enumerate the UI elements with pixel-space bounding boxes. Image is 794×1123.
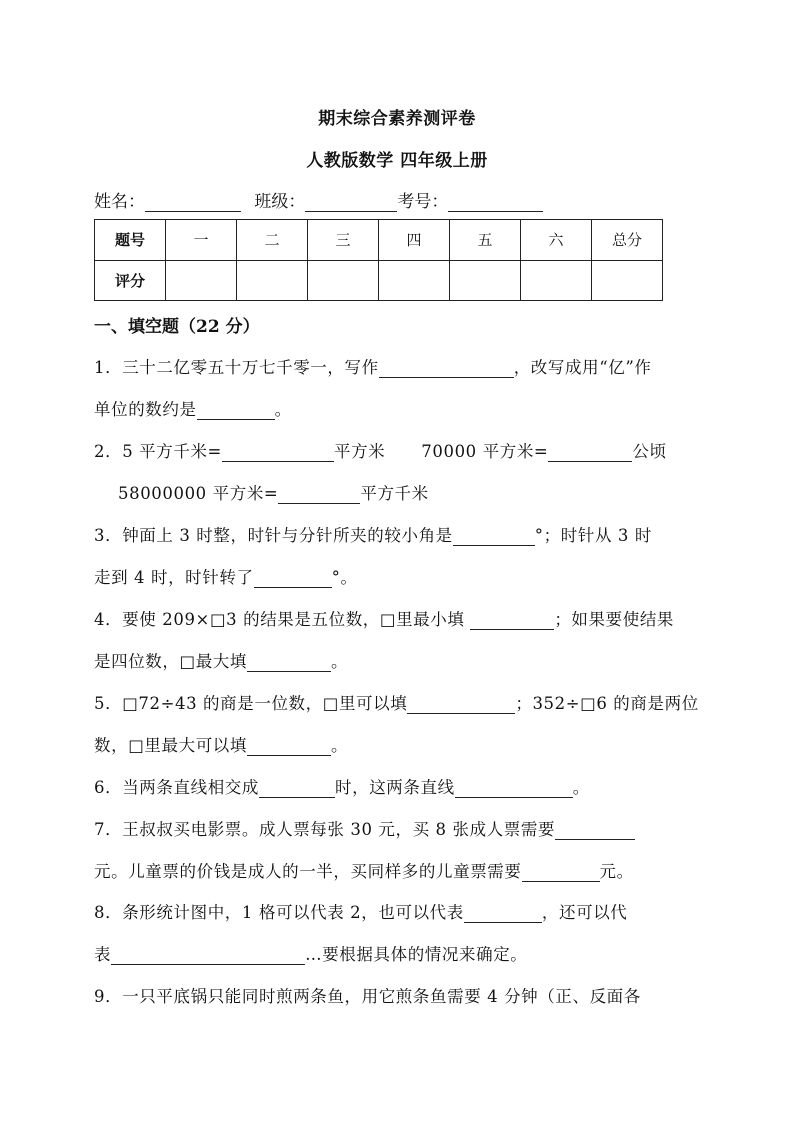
question-text: 8．条形统计图中，1 格可以代表 2，也可以代表: [94, 903, 464, 922]
question-text: 9．一只平底锅只能同时煎两条鱼，用它煎条鱼需要 4 分钟（正、反面各: [94, 987, 641, 1006]
question-text: 单位的数约是: [94, 400, 197, 419]
question-6-line-1: [94, 774, 590, 798]
question-1-line-2: [94, 396, 292, 420]
score-cell[interactable]: [308, 260, 379, 301]
student-info-row: [94, 187, 543, 212]
question-4-line-2: [94, 648, 348, 672]
column-header: 总分: [592, 220, 663, 261]
question-text: 元。: [599, 862, 634, 881]
answer-blank[interactable]: [222, 443, 334, 462]
answer-blank[interactable]: [247, 737, 331, 756]
score-row-label: 评分: [95, 260, 166, 301]
question-text: 是四位数，□最大填: [94, 652, 247, 671]
section-heading: 一、填空题（22 分）: [94, 317, 260, 337]
number-blank[interactable]: [448, 193, 543, 212]
question-text: 。: [274, 400, 292, 419]
answer-blank[interactable]: [464, 904, 542, 923]
question-7-line-2: [94, 858, 634, 882]
question-3-line-2: [94, 564, 358, 588]
question-text: 平方米: [333, 442, 386, 461]
column-header: 六: [521, 220, 592, 261]
question-text: 2．5 平方千米=: [94, 442, 222, 461]
question-text: 3．钟面上 3 时整，时针与分针所夹的较小角是: [94, 526, 453, 545]
score-table-score-row: [95, 260, 663, 301]
question-text: ，改写成用“亿”作: [513, 358, 652, 377]
answer-blank[interactable]: [548, 443, 632, 462]
question-text: 1．三十二亿零五十万七千零一，写作: [94, 358, 379, 377]
question-text: 7．王叔叔买电影票。成人票每张 30 元，买 8 张成人票需要: [94, 820, 556, 839]
score-cell[interactable]: [521, 260, 592, 301]
question-text: 。: [331, 652, 349, 671]
number-label: 考号：: [397, 192, 449, 212]
question-8-line-1: [94, 899, 627, 923]
question-text: 数，□里最大可以填: [94, 736, 247, 755]
question-text: 元。儿童票的价钱是成人的一半，买同样多的儿童票需要: [94, 862, 522, 881]
question-text: °；时针从 3 时: [534, 526, 652, 545]
answer-blank[interactable]: [522, 863, 600, 882]
column-header: 一: [166, 220, 237, 261]
answer-blank[interactable]: [555, 821, 635, 840]
question-text: 公顷: [632, 442, 667, 461]
question-text: 表: [94, 945, 112, 964]
answer-blank[interactable]: [470, 611, 554, 630]
question-2-line-1: [94, 438, 667, 462]
question-5-line-1: [94, 690, 699, 714]
question-7-line-1: [94, 816, 635, 840]
question-9-line-1: [94, 983, 641, 1007]
question-text: 5．□72÷43 的商是一位数，□里可以填: [94, 694, 408, 713]
question-5-line-2: [94, 732, 348, 756]
answer-blank[interactable]: [254, 569, 332, 588]
column-header: 二: [237, 220, 308, 261]
question-8-line-2: [94, 941, 527, 965]
score-cell[interactable]: [237, 260, 308, 301]
question-number-header: 题号: [95, 220, 166, 261]
question-text: ；352÷□6 的商是两位: [515, 694, 699, 713]
question-text: 时，这两条直线: [335, 778, 455, 797]
question-text: 平方千米: [360, 484, 429, 503]
class-blank[interactable]: [305, 193, 397, 212]
class-label: 班级：: [254, 192, 306, 212]
question-text: ；如果要使结果: [554, 610, 675, 629]
name-blank[interactable]: [145, 193, 241, 212]
score-cell[interactable]: [379, 260, 450, 301]
question-text: 6．当两条直线相交成: [94, 778, 259, 797]
score-cell[interactable]: [166, 260, 237, 301]
score-table-header-row: [95, 220, 663, 261]
question-text: ，还可以代: [541, 903, 628, 922]
column-header: 五: [450, 220, 521, 261]
question-text: °。: [331, 568, 358, 587]
question-text: 70000 平方米=: [421, 442, 549, 461]
answer-blank[interactable]: [455, 779, 573, 798]
answer-blank[interactable]: [278, 485, 360, 504]
question-2-line-2: [118, 480, 429, 504]
question-text: 4．要使 209×□3 的结果是五位数，□里最小填: [94, 610, 471, 629]
answer-blank[interactable]: [453, 527, 535, 546]
name-label: 姓名：: [94, 192, 145, 212]
question-text: 。: [331, 736, 349, 755]
question-text: 走到 4 时，时针转了: [94, 568, 254, 587]
answer-blank[interactable]: [197, 401, 275, 420]
score-cell[interactable]: [450, 260, 521, 301]
column-header: 四: [379, 220, 450, 261]
answer-blank[interactable]: [111, 946, 305, 965]
question-4-line-1: [94, 606, 674, 630]
question-3-line-1: [94, 522, 652, 546]
answer-blank[interactable]: [247, 653, 331, 672]
question-text: 58000000 平方米=: [118, 484, 279, 503]
score-table: [94, 219, 663, 301]
score-cell[interactable]: [592, 260, 663, 301]
answer-blank[interactable]: [407, 695, 515, 714]
answer-blank[interactable]: [259, 779, 335, 798]
column-header: 三: [308, 220, 379, 261]
question-1-line-1: [94, 354, 651, 378]
exam-title: 期末综合素养测评卷: [318, 109, 476, 129]
answer-blank[interactable]: [379, 359, 514, 378]
question-text: 。: [572, 778, 590, 797]
exam-subtitle: 人教版数学 四年级上册: [306, 151, 488, 171]
question-text: …要根据具体的情况来确定。: [305, 945, 528, 964]
